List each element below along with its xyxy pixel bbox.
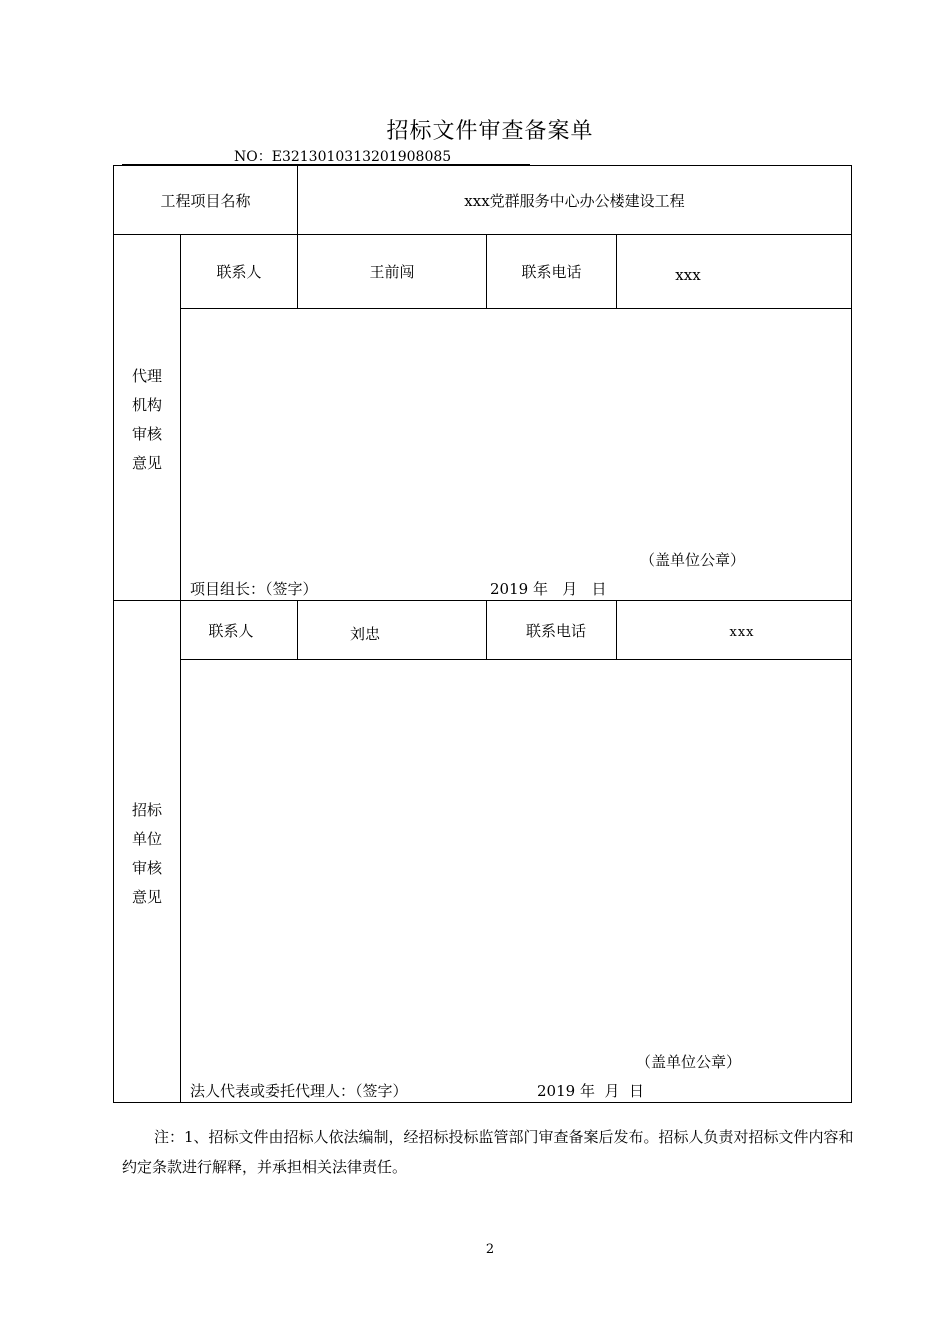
agency-seal-note: （盖单位公章）	[640, 551, 746, 569]
tenderer-contact-label: 联系人	[208, 621, 254, 640]
agency-contact-label: 联系人	[216, 263, 262, 281]
agency-phone-label: 联系电话	[521, 263, 582, 281]
divider	[180, 234, 181, 1102]
table-border-bottom	[113, 1102, 852, 1103]
label-line: 招标	[131, 801, 162, 819]
agency-review-label	[114, 362, 180, 478]
project-name-value: xxx党群服务中心办公楼建设工程	[464, 191, 685, 210]
label-line: 机构	[131, 396, 162, 414]
agency-phone-value: xxx	[675, 266, 701, 284]
label-line: 单位	[131, 830, 162, 848]
agency-signer: 项目组长：（签字）	[190, 580, 318, 598]
agency-date: 2019 年 月 日	[490, 580, 607, 598]
tenderer-signer: 法人代表或委托代理人：（签字）	[190, 1082, 408, 1100]
label-line: 代理	[131, 367, 162, 385]
label-line: 意见	[131, 454, 162, 472]
tenderer-seal-note: （盖单位公章）	[636, 1053, 742, 1071]
tenderer-contact-value: 刘忠	[349, 624, 380, 643]
footnote: 注：1、招标文件由招标人依法编制，经招标投标监管部门审查备案后发布。招标人负责对招标文件内容和约定条款进行解释，并承担相关法律责任。	[122, 1128, 854, 1176]
table-border-left	[113, 165, 114, 1103]
page-number: 2	[485, 1242, 495, 1257]
document-number-line	[122, 146, 530, 165]
label-line: 审核	[131, 859, 162, 877]
document-number: NO：E3213010313201908085	[234, 149, 452, 165]
tenderer-phone-value: xxx	[729, 624, 755, 640]
agency-contact-value: 王前闯	[369, 263, 415, 281]
label-line: 意见	[131, 888, 162, 906]
label-line: 审核	[131, 425, 162, 443]
form-title: 招标文件审查备案单	[386, 119, 594, 144]
tenderer-date: 2019 年 月 日	[537, 1082, 645, 1100]
tenderer-phone-label: 联系电话	[525, 621, 586, 640]
tenderer-review-label	[114, 796, 180, 912]
project-name-label: 工程项目名称	[160, 191, 251, 210]
